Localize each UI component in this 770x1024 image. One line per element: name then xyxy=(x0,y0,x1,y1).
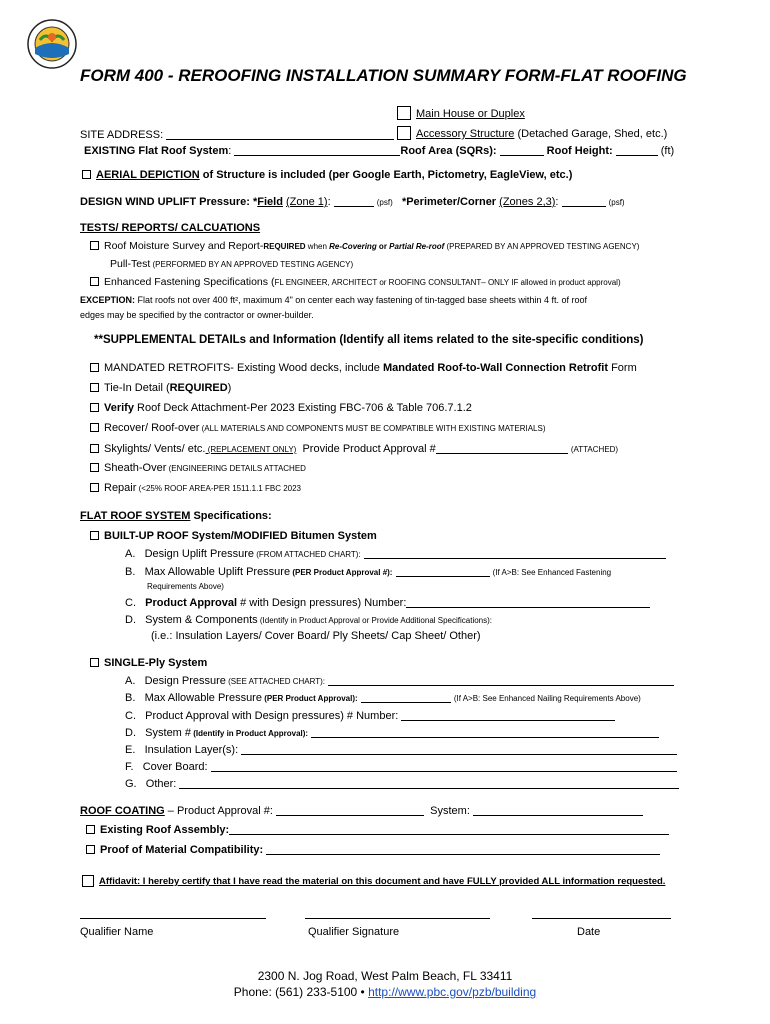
footer-address: 2300 N. Jog Road, West Palm Beach, FL 33411 xyxy=(257,969,513,983)
supplemental-item[interactable]: Repair (<25% ROOF AREA-PER 1511.1.1 FBC 2023 xyxy=(90,482,301,494)
bur-product-approval-field[interactable] xyxy=(406,596,650,608)
built-up-roof-option[interactable]: BUILT-UP ROOF System/MODIFIED Bitumen System xyxy=(90,530,377,542)
supplemental-item[interactable]: Recover/ Roof-over (ALL MATERIALS AND COMPONENTS MUST BE COMPATIBLE WITH EXISTING MATERIALS) xyxy=(90,422,546,434)
main-house-option[interactable]: Main House or Duplex xyxy=(397,106,525,120)
single-ply-checkbox[interactable] xyxy=(90,658,99,667)
flat-roof-heading: FLAT ROOF SYSTEM Specifications: xyxy=(80,510,272,522)
sp-item-c: C. Product Approval with Design pressures) # Number: xyxy=(125,709,615,722)
perimeter-pressure-field[interactable] xyxy=(562,195,606,207)
proof-compatibility-field[interactable] xyxy=(266,843,660,855)
existing-assembly-row[interactable]: Existing Roof Assembly: xyxy=(86,823,669,836)
sp-other-field[interactable] xyxy=(179,777,679,789)
sheath-over-checkbox[interactable] xyxy=(90,463,99,472)
bur-item-a: A. Design Uplift Pressure (FROM ATTACHED CHART): xyxy=(125,548,666,560)
roof-height-field[interactable] xyxy=(616,144,658,156)
bur-item-b: B. Max Allowable Uplift Pressure (PER Product Approval #): (If A>B: See Enhanced Fastening xyxy=(125,566,612,578)
site-address-row: SITE ADDRESS: xyxy=(80,128,394,141)
coating-approval-field[interactable] xyxy=(276,804,424,816)
sp-design-pressure-field[interactable] xyxy=(328,677,674,686)
repair-checkbox[interactable] xyxy=(90,483,99,492)
exception-note: EXCEPTION: Flat roofs not over 400 ft², maximum 4" on center each way fastening of tin-tagged base sheets within 4 ft. of roof xyxy=(80,295,587,305)
affidavit-row[interactable]: Affidavit: I hereby certify that I have read the material on this document and have FULLY provided ALL information requested. xyxy=(82,875,665,887)
roof-area-field[interactable] xyxy=(500,144,544,156)
built-up-roof-checkbox[interactable] xyxy=(90,531,99,540)
qualifier-name-label: Qualifier Name xyxy=(80,926,154,938)
accessory-structure-option[interactable]: Accessory Structure (Detached Garage, Shed, etc.) xyxy=(397,126,667,140)
design-uplift-field[interactable] xyxy=(364,550,666,559)
proof-compatibility-row[interactable]: Proof of Material Compatibility: xyxy=(86,843,660,856)
proof-compatibility-checkbox[interactable] xyxy=(86,845,95,854)
recover-checkbox[interactable] xyxy=(90,423,99,432)
wind-uplift-row: DESIGN WIND UPLIFT Pressure: *Field (Zone 1): (psf) *Perimeter/Corner (Zones 2,3): (psf) xyxy=(80,196,625,208)
accessory-structure-checkbox[interactable] xyxy=(397,126,411,140)
coating-system-field[interactable] xyxy=(473,804,643,816)
moisture-survey-checkbox[interactable] xyxy=(90,241,99,250)
supplemental-item[interactable]: Sheath-Over (ENGINEERING DETAILS ATTACHED xyxy=(90,462,306,474)
page-title: FORM 400 - REROOFING INSTALLATION SUMMARY FORM-FLAT ROOFING xyxy=(80,66,687,85)
sp-cover-board-field[interactable] xyxy=(211,760,677,772)
existing-system-field[interactable] xyxy=(234,144,400,156)
skylights-checkbox[interactable] xyxy=(90,444,99,453)
site-address-field[interactable] xyxy=(166,128,394,140)
sp-max-pressure-field[interactable] xyxy=(361,694,451,703)
existing-system-row: EXISTING Flat Roof System: Roof Area (SQRs): Roof Height: (ft) xyxy=(84,145,675,157)
sp-item-a: A. Design Pressure (SEE ATTACHED CHART): xyxy=(125,675,674,687)
sp-item-g: G. Other: xyxy=(125,777,679,790)
aerial-checkbox[interactable] xyxy=(82,170,91,179)
qualifier-name-line[interactable] xyxy=(80,918,266,919)
enhanced-fastening-checkbox[interactable] xyxy=(90,277,99,286)
main-house-checkbox[interactable] xyxy=(397,106,411,120)
bur-item-d-examples: (i.e.: Insulation Layers/ Cover Board/ Ply Sheets/ Cap Sheet/ Other) xyxy=(151,630,481,642)
tie-in-checkbox[interactable] xyxy=(90,383,99,392)
sp-system-field[interactable] xyxy=(311,726,659,738)
qualifier-signature-line[interactable] xyxy=(305,918,490,919)
sp-insulation-field[interactable] xyxy=(241,743,677,755)
county-seal-icon xyxy=(26,18,78,70)
supplemental-item[interactable]: Verify Roof Deck Attachment-Per 2023 Existing FBC-706 & Table 706.7.1.2 xyxy=(90,402,472,414)
date-label: Date xyxy=(577,926,601,938)
sp-item-e: E. Insulation Layer(s): xyxy=(125,743,677,756)
max-uplift-field[interactable] xyxy=(396,568,490,577)
bur-item-b-note: Requirements Above) xyxy=(147,582,224,591)
date-line[interactable] xyxy=(532,918,671,919)
bur-item-c: C. Product Approval # with Design pressures) Number: xyxy=(125,596,650,609)
supplemental-heading: **SUPPLEMENTAL DETAILs and Information (Identify all items related to the site-specific conditions) xyxy=(94,334,644,346)
supplemental-item[interactable]: Tie-In Detail (REQUIRED) xyxy=(90,382,231,394)
verify-deck-checkbox[interactable] xyxy=(90,403,99,412)
sp-item-f: F. Cover Board: xyxy=(125,760,677,773)
footer-contact: Phone: (561) 233-5100 • http://www.pbc.gov/pzb/building xyxy=(233,985,537,999)
aerial-depiction-row[interactable]: AERIAL DEPICTION of Structure is included (per Google Earth, Pictometry, EagleView, etc.) xyxy=(82,169,572,181)
existing-assembly-checkbox[interactable] xyxy=(86,825,95,834)
website-link[interactable]: http://www.pbc.gov/pzb/building xyxy=(368,985,537,999)
skylight-approval-field[interactable] xyxy=(436,442,568,454)
moisture-survey-item[interactable]: Roof Moisture Survey and Report-REQUIRED when Re-Covering or Partial Re-roof (PREPARED BY AN APPROVED TESTING AGENCY) xyxy=(90,240,639,252)
exception-note-2: edges may be specified by the contractor or owner-builder. xyxy=(80,310,314,320)
sp-product-approval-field[interactable] xyxy=(401,709,615,721)
single-ply-option[interactable]: SINGLE-Ply System xyxy=(90,657,207,669)
qualifier-signature-label: Qualifier Signature xyxy=(308,926,400,938)
existing-assembly-field[interactable] xyxy=(229,823,669,835)
field-pressure-field[interactable] xyxy=(334,195,374,207)
bur-item-d: D. System & Components (Identify in Product Approval or Provide Additional Specifications): xyxy=(125,614,493,626)
pull-test-item: Pull-Test (PERFORMED BY AN APPROVED TESTING AGENCY) xyxy=(110,258,354,270)
sp-item-d: D. System # (Identify in Product Approval): xyxy=(125,726,659,739)
roof-coating-row: ROOF COATING – Product Approval #: System: xyxy=(80,804,643,817)
supplemental-item[interactable]: Skylights/ Vents/ etc. (REPLACEMENT ONLY) Provide Product Approval # (ATTACHED) xyxy=(90,442,618,455)
supplemental-item[interactable]: MANDATED RETROFITS- Existing Wood decks, include Mandated Roof-to-Wall Connection Retrofit Form xyxy=(90,362,637,374)
enhanced-fastening-item[interactable]: Enhanced Fastening Specifications (FL ENGINEER, ARCHITECT or ROOFING CONSULTANT– ONLY IF allowed in product approval) xyxy=(90,276,621,288)
tests-heading: TESTS/ REPORTS/ CALCUATIONS xyxy=(80,222,261,234)
mandated-retrofits-checkbox[interactable] xyxy=(90,363,99,372)
affidavit-checkbox[interactable] xyxy=(82,875,94,887)
sp-item-b: B. Max Allowable Pressure (PER Product Approval): (If A>B: See Enhanced Nailing Requirements Above) xyxy=(125,692,641,704)
